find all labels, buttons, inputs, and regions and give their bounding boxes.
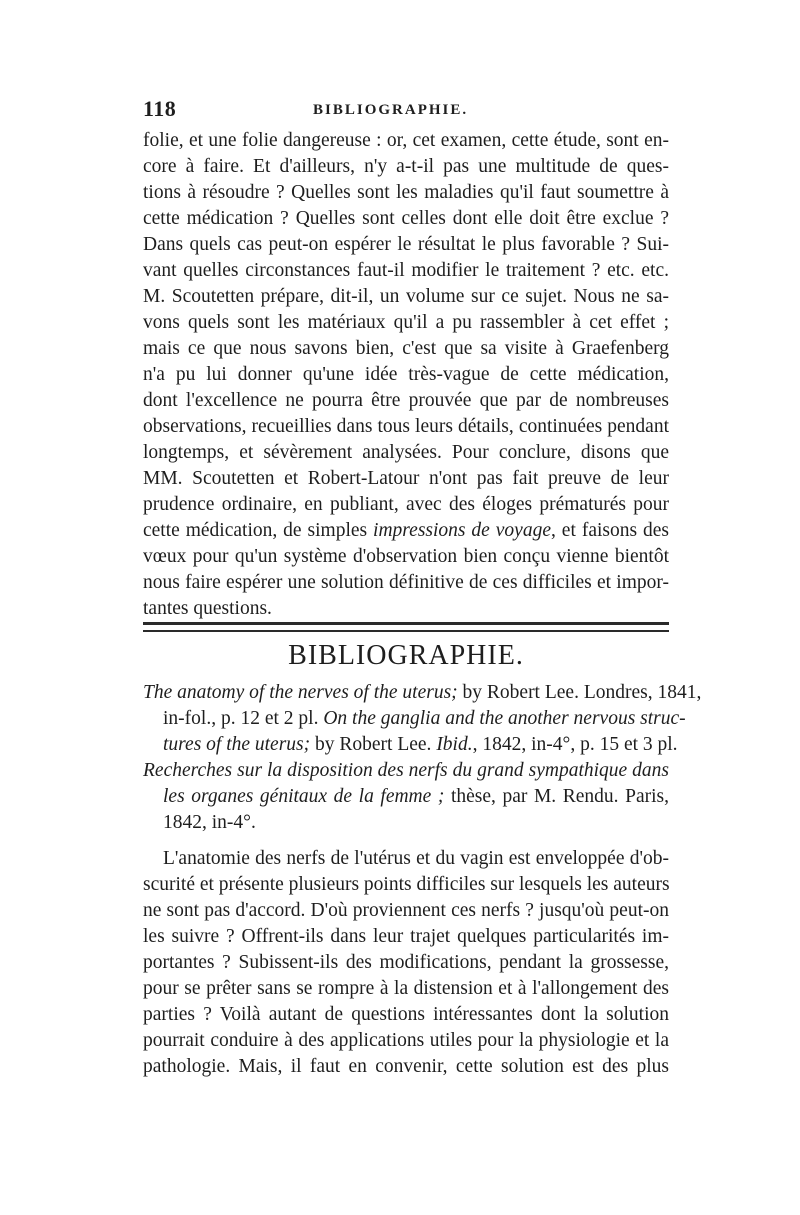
text-line: mais ce que nous savons bien, c'est que sa visite à Graefenberg — [143, 338, 669, 359]
italic-segment: les organes génitaux de la femme ; — [163, 786, 445, 807]
bibliography-entry — [143, 680, 702, 706]
text-line: portantes ? Subissent-ils des modifications, pendant la grossesse, — [143, 952, 669, 973]
text-line: Dans quels cas peut-on espérer le résultat le plus favorable ? Sui- — [143, 234, 669, 255]
text-line: M. Scoutetten prépare, dit-il, un volume sur ce sujet. Nous ne sa- — [143, 286, 669, 307]
text-line: observations, recueillies dans tous leurs détails, continuées pendant — [143, 416, 669, 437]
text-segment: cette médication, de simples — [143, 520, 374, 541]
text-segment: , 1842, in-4°, p. 15 et 3 pl. — [472, 734, 678, 755]
italic-segment: Ibid. — [436, 734, 473, 755]
text-line: cette médication ? Quelles sont celles dont elle doit être exclue ? — [143, 208, 669, 229]
text-line: core à faire. Et d'ailleurs, n'y a-t-il pas une multitude de ques- — [143, 156, 669, 177]
text-segment: by Robert Lee. — [310, 734, 437, 755]
bibliography-entry — [143, 758, 669, 784]
text-line: ne sont pas d'accord. D'où proviennent ces nerfs ? jusqu'où peut-on — [143, 900, 669, 921]
italic-segment: The anatomy of the nerves of the uterus; — [143, 682, 458, 703]
italic-segment: On the ganglia and the another nervous struc- — [323, 708, 686, 729]
italic-segment: impressions de voyage — [373, 520, 551, 541]
text-line: vœux pour qu'un système d'observation bien conçu vienne bientôt — [143, 546, 669, 567]
text-line — [143, 518, 669, 544]
text-line: les suivre ? Offrent-ils dans leur trajet quelques particularités im- — [143, 926, 669, 947]
text-line: tantes questions. — [143, 598, 272, 619]
text-line: L'anatomie des nerfs de l'utérus et du vagin est enveloppée d'ob- — [163, 848, 669, 869]
text-line: vant quelles circonstances faut-il modifier le traitement ? etc. etc. — [143, 260, 669, 281]
text-segment: in-fol., p. 12 et 2 pl. — [163, 708, 324, 729]
text-line: pourrait conduire à des applications utiles pour la physiologie et la — [143, 1030, 669, 1051]
bibliography-entry — [163, 732, 678, 758]
text-line: n'a pu lui donner qu'une idée très-vague de cette médication, — [143, 364, 669, 385]
text-line: nous faire espérer une solution définitive de ces difficiles et impor- — [143, 572, 669, 593]
text-segment: 1842, in-4°. — [163, 812, 256, 833]
italic-segment: Recherches sur la disposition des nerfs du grand sympathique dans — [143, 760, 669, 781]
text-segment: by Robert Lee. Londres, 1841, — [457, 682, 702, 703]
bibliography-entry — [163, 810, 669, 836]
text-line: pour se prêter sans se rompre à la distension et à l'allongement des — [143, 978, 669, 999]
text-line: dont l'excellence ne pourra être prouvée que par de nombreuses — [143, 390, 669, 411]
running-head: BIBLIOGRAPHIE. — [313, 102, 469, 118]
text-segment: , et faisons des — [551, 520, 669, 541]
text-line: vons quels sont les matériaux qu'il a pu rassembler à cet effet ; — [143, 312, 669, 333]
page-number: 118 — [143, 96, 177, 121]
text-line: pathologie. Mais, il faut en convenir, cette solution est des plus — [143, 1056, 669, 1077]
text-line: parties ? Voilà autant de questions intéressantes dont la solution — [143, 1004, 669, 1025]
text-line: prudence ordinaire, en publiant, avec des éloges prématurés pour — [143, 494, 669, 515]
page-header — [143, 96, 667, 126]
italic-segment: tures of the uterus; — [163, 734, 311, 755]
text-line: scurité et présente plusieurs points difficiles sur lesquels les auteurs — [143, 874, 670, 895]
section-title: BIBLIOGRAPHIE. — [288, 640, 524, 671]
bibliography-entry — [163, 706, 686, 732]
text-line: longtemps, et sévèrement analysées. Pour conclure, disons que — [143, 442, 669, 463]
text-line: MM. Scoutetten et Robert-Latour n'ont pas fait preuve de leur — [143, 468, 669, 489]
text-segment: thèse, par M. Rendu. Paris, — [444, 786, 670, 807]
text-line: tions à résoudre ? Quelles sont les maladies qu'il faut soumettre à — [143, 182, 669, 203]
section-divider — [143, 620, 669, 636]
bibliography-entry — [163, 784, 669, 810]
text-line: folie, et une folie dangereuse : or, cet examen, cette étude, sont en- — [143, 130, 669, 151]
